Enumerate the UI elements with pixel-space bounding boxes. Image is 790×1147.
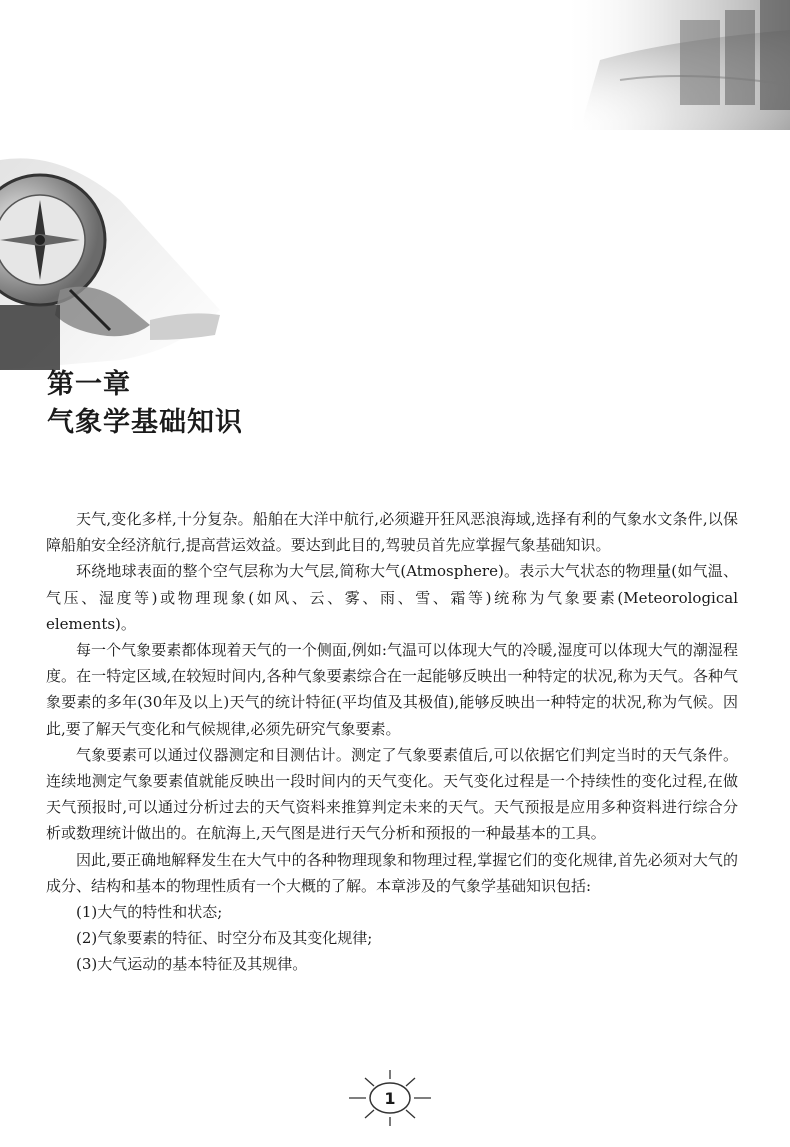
page-number-badge [345,1068,435,1128]
list-item: (2)气象要素的特征、时空分布及其变化规律; [76,929,373,948]
paragraph: 每一个气象要素都体现着天气的一个侧面,例如:气温可以体现大气的冷暖,湿度可以体现大气的潮湿程度。在一特定区域,在较短时间内,各种气象要素综合在一起能够反映出一种特定的状况,称为天气。各种气象要素的多年(30年及以上)天气的统计特征(平均值及其极值),能够反映出一种特定的状况,称为气候。因此,要了解天气变化和气候规律,必须先研究气象要素。 [46,641,738,738]
chapter-number: 第一章 [47,369,131,400]
paragraph: 天气,变化多样,十分复杂。船舶在大洋中航行,必须避开狂风恶浪海域,选择有利的气象水文条件,以保障船舶安全经济航行,提高营运效益。要达到此目的,驾驶员首先应掌握气象基础知识。 [46,510,738,555]
chapter-body [46,506,738,978]
list-item: (3)大气运动的基本特征及其规律。 [76,955,308,974]
list-item: (1)大气的特性和状态; [76,903,223,922]
paragraph: 气象要素可以通过仪器测定和目测估计。测定了气象要素值后,可以依据它们判定当时的天气条件。连续地测定气象要素值就能反映出一段时间内的天气变化。天气变化过程是一个持续性的变化过程,在做天气预报时,可以通过分析过去的天气资料来推算判定未来的天气。天气预报是应用多种资料进行综合分析或数理统计做出的。在航海上,天气图是进行天气分析和预报的一种最基本的工具。 [46,745,738,843]
chapter-title: 气象学基础知识 [47,407,243,438]
paragraph: 环绕地球表面的整个空气层称为大气层,简称大气(Atmosphere)。表示大气状态的物理量(如气温、气压、湿度等)或物理现象(如风、云、雾、雨、雪、霜等)统称为气象要素(Meteorological elements)。 [46,562,738,633]
decorative-compass-image [0,140,240,370]
chapter-header [47,366,243,442]
page-number: 1 [384,1088,396,1108]
decorative-seascape-image [560,0,790,130]
paragraph: 因此,要正确地解释发生在大气中的各种物理现象和物理过程,掌握它们的变化规律,首先必须对大气的成分、结构和基本的物理性质有一个大概的了解。本章涉及的气象学基础知识包括: [46,850,738,895]
